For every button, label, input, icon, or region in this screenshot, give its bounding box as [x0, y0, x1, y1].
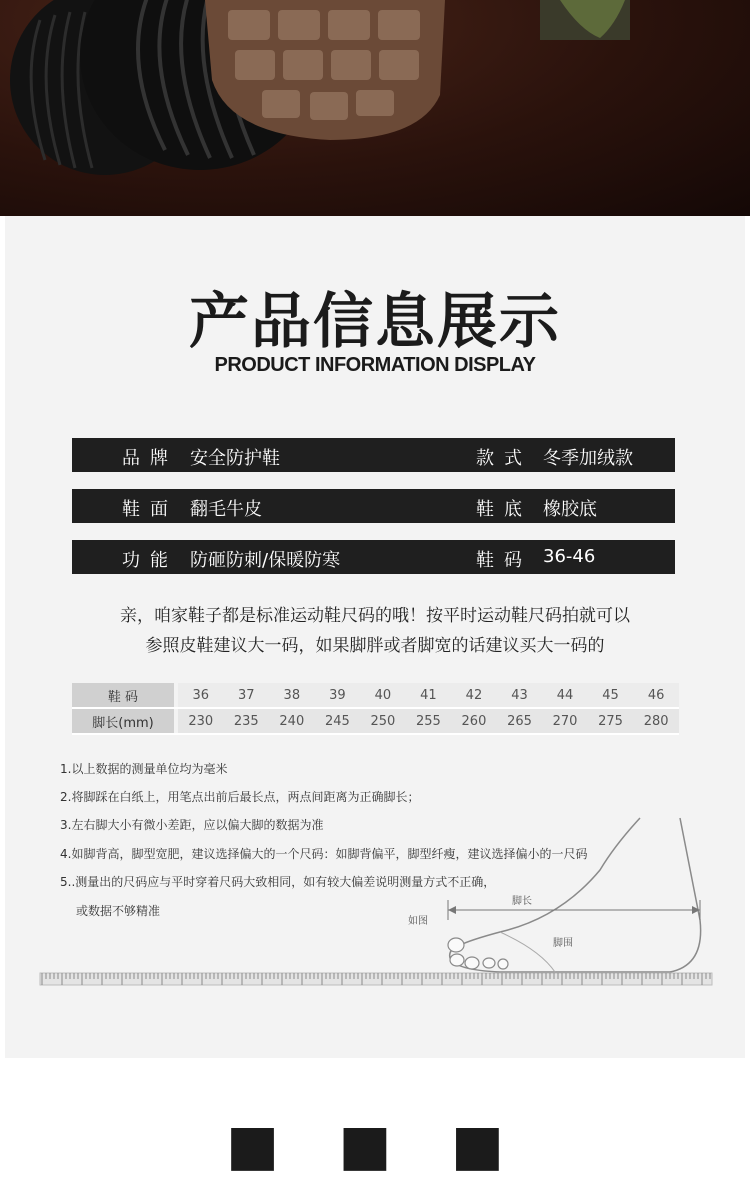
info-value: 36-46	[543, 546, 596, 567]
length-cell: 260	[451, 708, 497, 734]
size-cell: 41	[406, 683, 452, 708]
info-value: 翻毛牛皮	[190, 499, 262, 520]
tip-5-continued: 或数据不够精准	[76, 904, 161, 918]
length-cell: 250	[360, 708, 406, 734]
size-cell: 46	[633, 683, 679, 708]
next-section-title-partial: ■ ■ ■	[226, 1113, 524, 1178]
info-value: 冬季加绒款	[543, 448, 633, 469]
diagram-side-label: 如图	[408, 916, 428, 927]
info-row-function	[72, 540, 675, 574]
tip-4: 4.如脚背高，脚型宽肥，建议选择偏大的一个尺码：如脚背偏平，脚型纤瘦，建议选择偏小的一尺码	[60, 847, 588, 861]
size-cell: 37	[224, 683, 270, 708]
foot-girth-label: 脚围	[553, 938, 573, 949]
size-cell: 45	[588, 683, 634, 708]
info-value: 安全防护鞋	[190, 448, 280, 469]
length-row	[72, 708, 679, 734]
tip-3: 3.左右脚大小有微小差距，应以偏大脚的数据为准	[60, 818, 324, 832]
size-note-line2: 参照皮鞋建议大一码，如果脚胖或者脚宽的话建议买大一码的	[145, 636, 605, 656]
length-cell: 270	[542, 708, 588, 734]
info-key: 鞋底	[476, 499, 532, 520]
size-cell: 39	[315, 683, 361, 708]
info-key: 品牌	[122, 448, 178, 469]
length-cell: 240	[269, 708, 315, 734]
length-cell: 245	[315, 708, 361, 734]
size-row	[72, 683, 679, 708]
product-banner	[0, 0, 750, 216]
foot-length-label: 脚长	[512, 896, 532, 907]
size-cell: 40	[360, 683, 406, 708]
length-header: 脚长(mm)	[72, 708, 174, 734]
info-key: 鞋面	[122, 499, 178, 520]
size-cell: 38	[269, 683, 315, 708]
info-row-upper	[72, 489, 675, 523]
size-cell: 44	[542, 683, 588, 708]
info-value: 橡胶底	[543, 499, 597, 520]
section-subtitle: PRODUCT INFORMATION DISPLAY	[214, 354, 536, 376]
size-note-line1: 亲，咱家鞋子都是标准运动鞋尺码的哦！按平时运动鞋尺码拍就可以	[120, 606, 630, 626]
length-cell: 230	[178, 708, 224, 734]
tip-1: 1.以上数据的测量单位均为毫米	[60, 762, 228, 776]
tyre-sole-illustration	[0, 0, 750, 216]
section-title: 产品信息展示	[189, 287, 561, 357]
info-key: 款式	[476, 448, 532, 469]
length-cell: 280	[633, 708, 679, 734]
info-row-brand	[72, 438, 675, 472]
tip-5: 5..测量出的尺码应与平时穿着尺码大致相同，如有较大偏差说明测量方式不正确，	[60, 875, 496, 889]
size-table	[72, 683, 679, 735]
size-cell: 36	[178, 683, 224, 708]
size-cell: 43	[497, 683, 543, 708]
ruler	[0, 965, 750, 995]
info-key: 鞋码	[476, 550, 532, 571]
size-cell: 42	[451, 683, 497, 708]
length-cell: 265	[497, 708, 543, 734]
size-header: 鞋 码	[72, 683, 174, 708]
length-cell: 275	[588, 708, 634, 734]
length-cell: 235	[224, 708, 270, 734]
info-key: 功能	[122, 550, 178, 571]
length-cell: 255	[406, 708, 452, 734]
info-value: 防砸防刺/保暖防寒	[190, 550, 341, 571]
tip-2: 2.将脚踩在白纸上，用笔点出前后最长点，两点间距离为正确脚长；	[60, 790, 420, 804]
